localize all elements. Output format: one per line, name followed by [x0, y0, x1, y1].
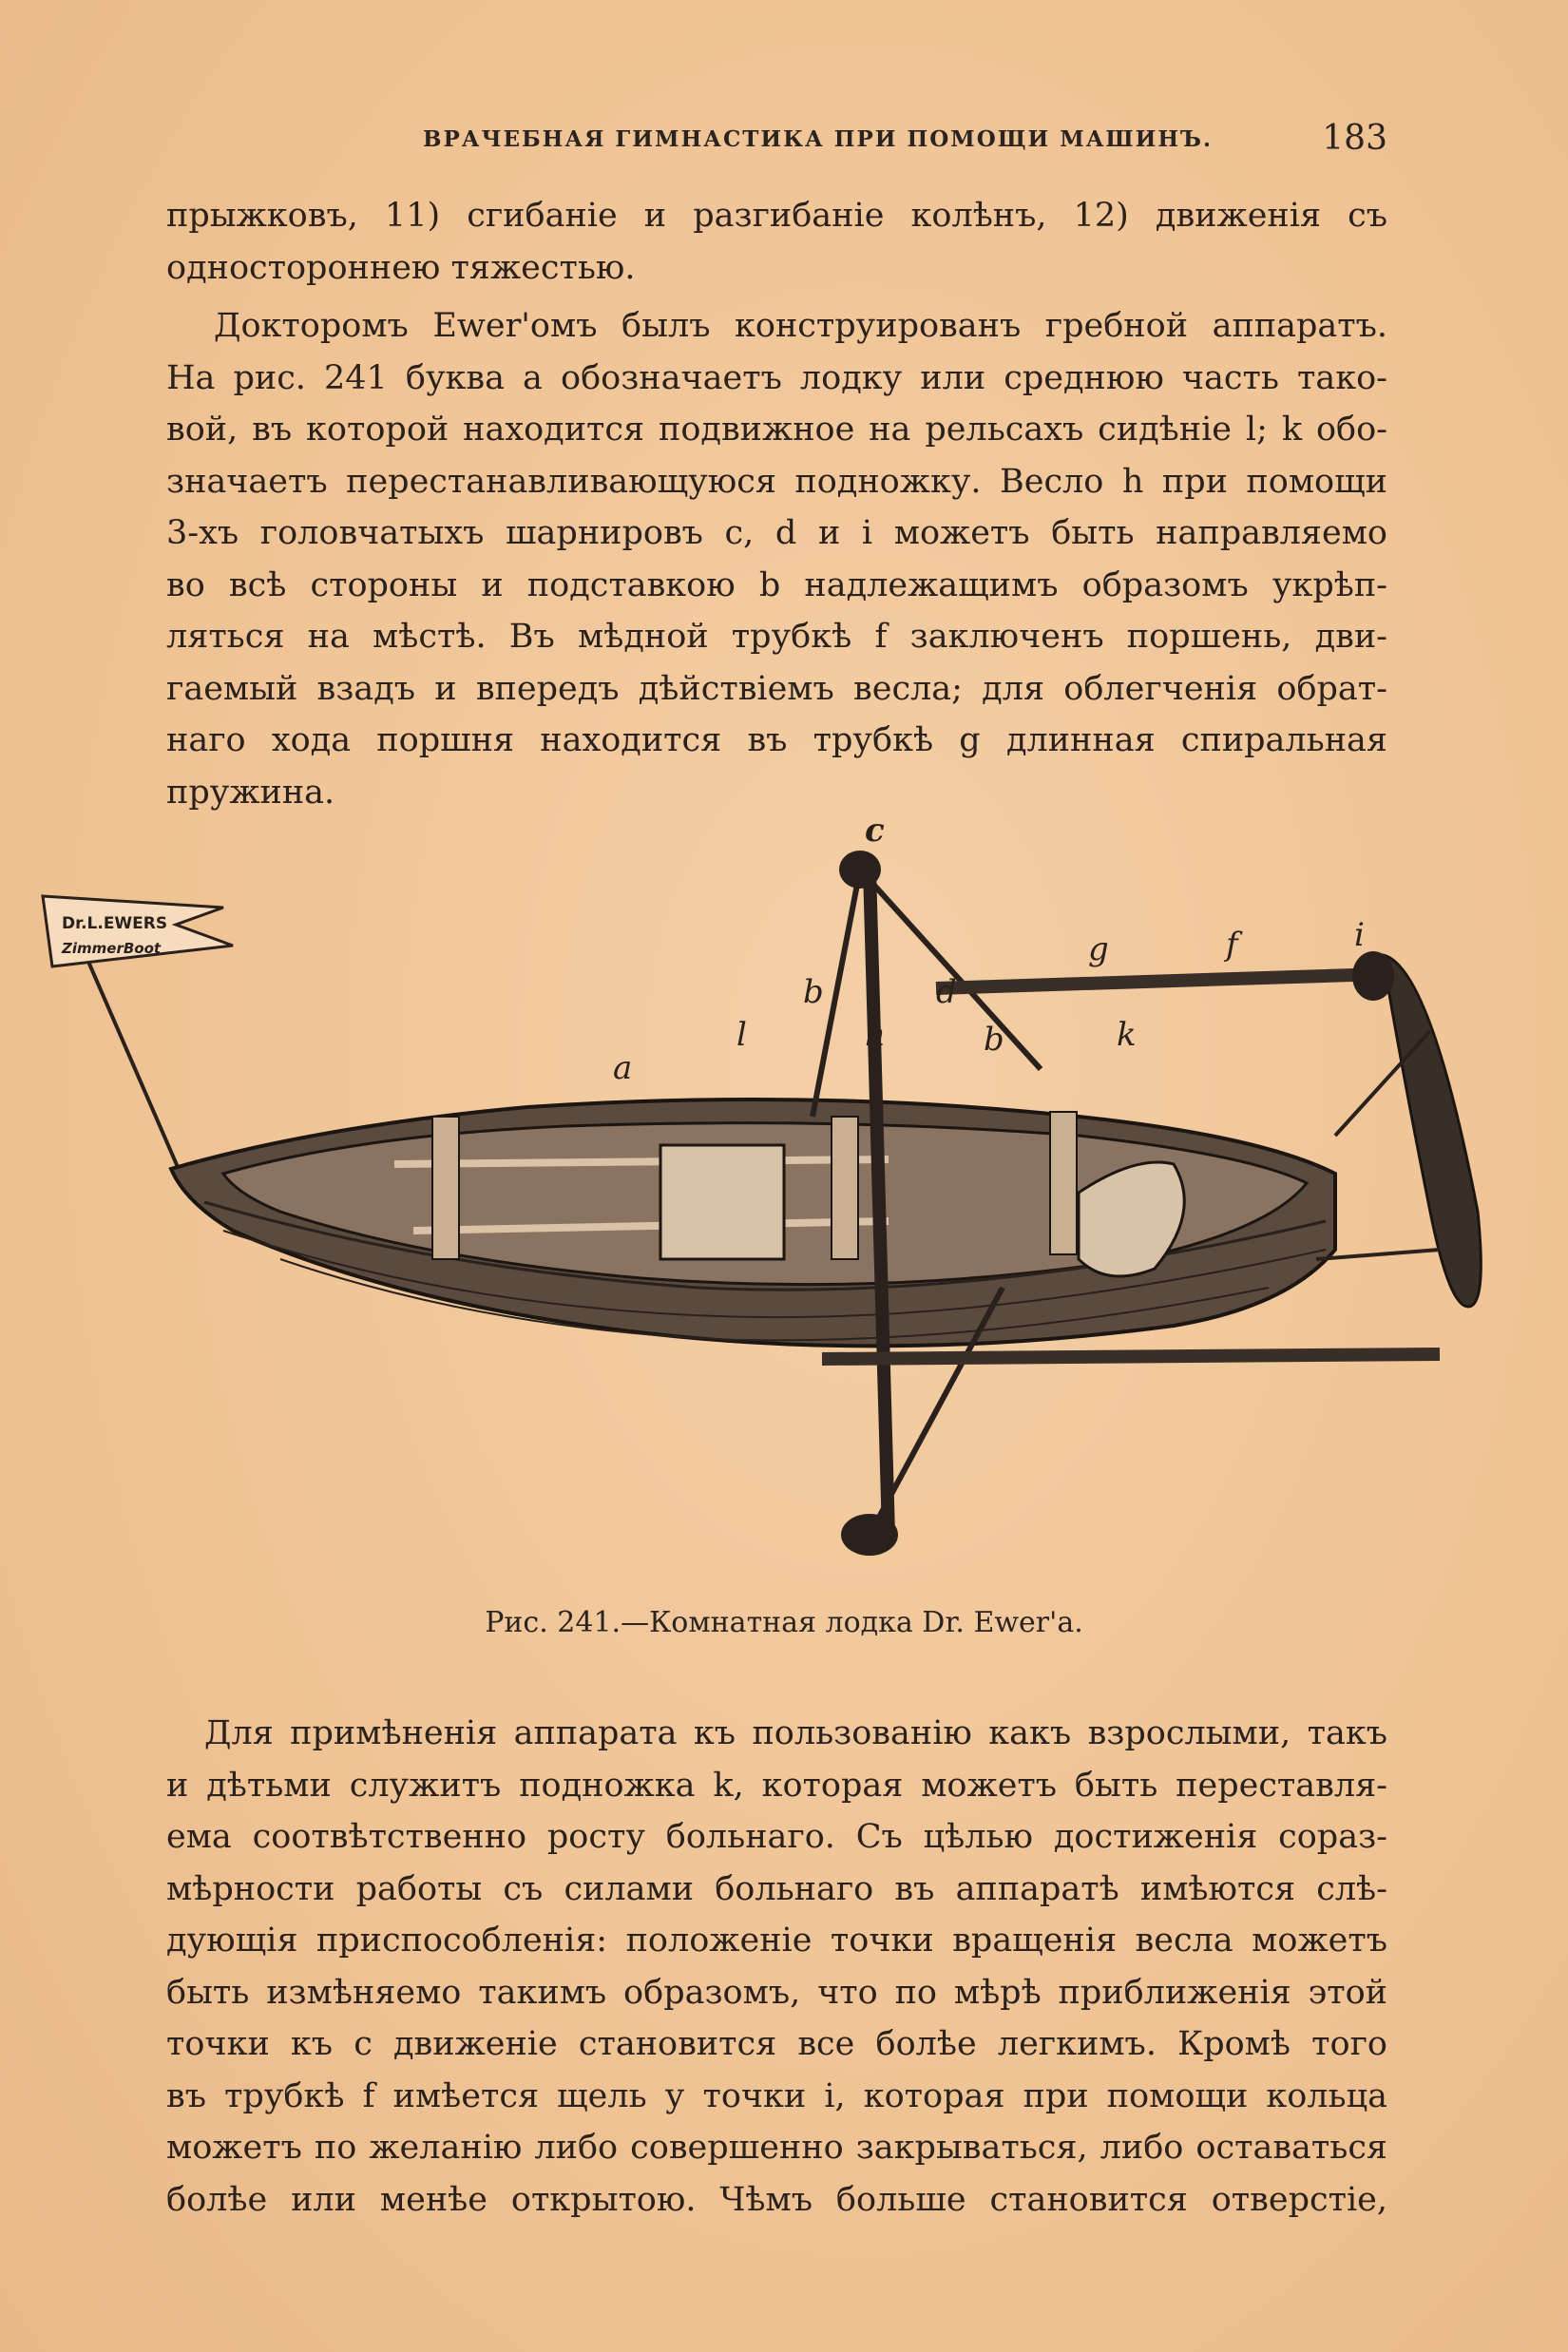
label-f: f — [1226, 926, 1238, 964]
label-c: c — [865, 813, 885, 850]
text-line: ляться на мѣстѣ. Въ мѣдной трубкѣ f заключенъ поршень, дви- — [166, 618, 1387, 656]
text-line: и дѣтьми служитъ подножка k, которая можетъ быть переставля- — [166, 1766, 1387, 1805]
paragraph-2 — [166, 300, 1387, 818]
label-l: l — [736, 1016, 747, 1054]
text-line: вой, въ которой находится подвижное на рельсахъ сидѣніе l; k обо- — [166, 411, 1387, 449]
oar-h — [870, 870, 889, 1535]
label-b-lower: b — [984, 1021, 1004, 1059]
running-title: ВРАЧЕБНАЯ ГИМНАСТИКА ПРИ ПОМОЩИ МАШИНЪ. — [423, 126, 1214, 152]
label-b: b — [803, 973, 824, 1011]
joint-i — [1352, 951, 1394, 1001]
text-line: Для примѣненія аппарата къ пользованію какъ взрослыми, такъ — [204, 1714, 1387, 1752]
flag-text-line-1: Dr.L.EWERS — [62, 914, 168, 933]
text-line: пружина. — [166, 773, 335, 812]
text-line: ема соотвѣтственно росту больнаго. Съ цѣлью достиженія сораз- — [166, 1818, 1387, 1856]
label-d: d — [936, 973, 957, 1011]
label-g: g — [1088, 930, 1109, 968]
paragraph-1 — [166, 190, 1387, 294]
flag-pole — [86, 955, 181, 1174]
text-line: дующія приспособленія: положеніе точки вращенія весла можетъ — [166, 1922, 1387, 1960]
rowing-boat-illustration — [33, 813, 1516, 1582]
text-line: наго хода поршня находится въ трубкѣ g длинная спиральная — [166, 721, 1387, 759]
running-header — [166, 119, 1387, 166]
text-line: На рис. 241 буква a обозначаетъ лодку или среднюю часть тако- — [166, 358, 1387, 397]
text-line: во всѣ стороны и подставкою b надлежащимъ образомъ укрѣп- — [166, 565, 1387, 604]
text-line: значаетъ перестанавливающуюся подножку. Весло h при помощи — [166, 462, 1387, 501]
text-line: въ трубкѣ f имѣется щель у точки i, которая при помощи кольца — [166, 2076, 1387, 2115]
label-k: k — [1117, 1016, 1137, 1054]
tube-f — [936, 974, 1383, 988]
text-line: мѣрности работы съ силами больнаго въ аппаратѣ имѣются слѣ- — [166, 1869, 1387, 1908]
paragraph-3 — [166, 1708, 1387, 2226]
text-line: 3-хъ головчатыхъ шарнировъ c, d и i можетъ быть направляемо — [166, 514, 1387, 552]
figure-caption: Рис. 241.—Комнатная лодка Dr. Ewer'a. — [485, 1606, 1083, 1639]
text-line: быть измѣняемо такимъ образомъ, что по мѣрѣ приближенія этой — [166, 1973, 1387, 2012]
text-line: прыжковъ, 11) сгибаніе и разгибаніе колѣнъ, 12) движенія съ — [166, 197, 1387, 235]
text-line: можетъ по желанію либо совершенно закрываться, либо оставаться — [166, 2129, 1387, 2167]
text-line: точки къ c движеніе становится все болѣе легкимъ. Кромѣ того — [166, 2025, 1387, 2063]
label-i: i — [1354, 916, 1365, 954]
text-line: болѣе или менѣе открытою. Чѣмъ больше становится отверстіе, — [166, 2180, 1387, 2219]
page-number: 183 — [1322, 119, 1387, 158]
text-line: гаемый взадъ и впередъ дѣйствіемъ весла; для облегченія обрат- — [166, 669, 1387, 708]
text-line: Докторомъ Ewer'омъ былъ конструированъ гребной аппаратъ. — [214, 307, 1387, 345]
text-line: одностороннею тяжестью. — [166, 248, 636, 287]
label-a: a — [613, 1049, 633, 1087]
flag-text-line-2: ZimmerBoot — [62, 940, 162, 957]
sliding-seat — [660, 1145, 784, 1259]
label-h: h — [865, 1016, 886, 1054]
